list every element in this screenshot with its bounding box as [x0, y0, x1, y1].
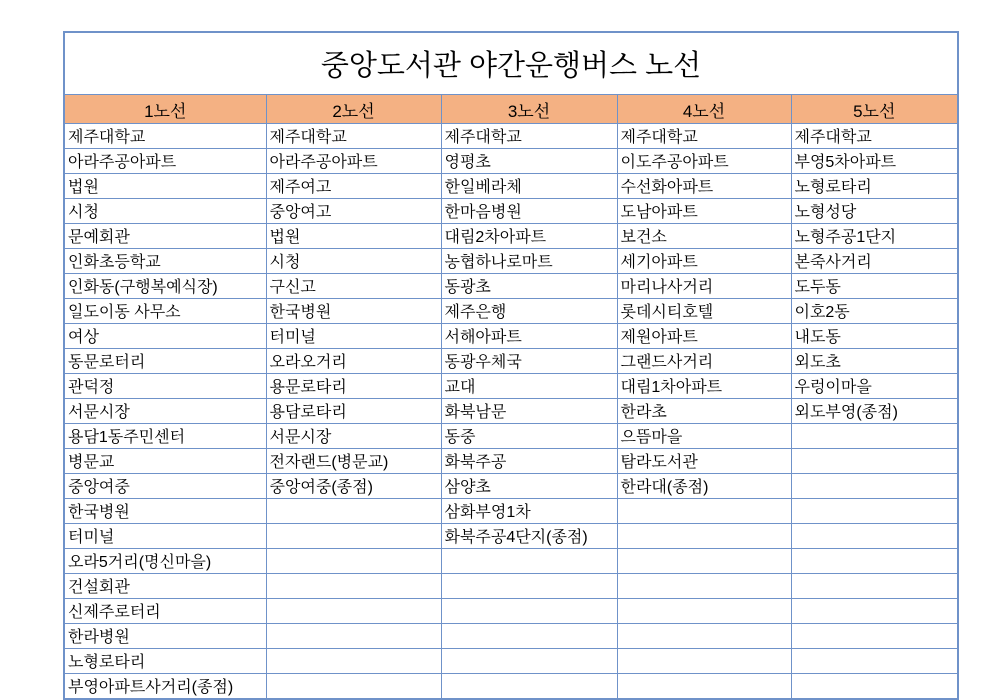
- stop-cell-route4-row22: [617, 649, 791, 674]
- stop-cell-route5-row2: 부영5차아파트: [791, 149, 958, 174]
- stop-cell-route4-row16: [617, 499, 791, 524]
- table-row: [64, 299, 958, 324]
- stop-cell-route2-row8: 한국병원: [266, 299, 441, 324]
- stop-cell-route2-row12: 용담로타리: [266, 399, 441, 424]
- stop-cell-route2-row6: 시청: [266, 249, 441, 274]
- stop-cell-route3-row20: [441, 599, 617, 624]
- stop-cell-route1-row19: 건설회관: [64, 574, 266, 599]
- stop-cell-route1-row23: 부영아파트사거리(종점): [64, 674, 266, 700]
- stop-cell-route3-row14: 화북주공: [441, 449, 617, 474]
- stop-cell-route1-row8: 일도이동 사무소: [64, 299, 266, 324]
- table-row: [64, 524, 958, 549]
- stop-cell-route1-row7: 인화동(구행복예식장): [64, 274, 266, 299]
- stop-cell-route3-row19: [441, 574, 617, 599]
- stop-cell-route2-row9: 터미널: [266, 324, 441, 349]
- stop-cell-route4-row11: 대림1차아파트: [617, 374, 791, 399]
- table-row: [64, 674, 958, 700]
- stop-cell-route2-row13: 서문시장: [266, 424, 441, 449]
- table-row: [64, 174, 958, 199]
- header-route-3: 3노선: [441, 95, 617, 124]
- title-row: [64, 32, 958, 95]
- table-row: [64, 474, 958, 499]
- stop-cell-route2-row15: 중앙여중(종점): [266, 474, 441, 499]
- header-route-2: 2노선: [266, 95, 441, 124]
- stop-cell-route5-row11: 우렁이마을: [791, 374, 958, 399]
- stop-cell-route5-row21: [791, 624, 958, 649]
- stop-cell-route2-row11: 용문로타리: [266, 374, 441, 399]
- stop-cell-route3-row10: 동광우체국: [441, 349, 617, 374]
- stop-cell-route3-row18: [441, 549, 617, 574]
- stop-cell-route5-row3: 노형로타리: [791, 174, 958, 199]
- stop-cell-route3-row6: 농협하나로마트: [441, 249, 617, 274]
- stop-cell-route2-row16: [266, 499, 441, 524]
- stop-cell-route1-row15: 중앙여중: [64, 474, 266, 499]
- stop-cell-route1-row3: 법원: [64, 174, 266, 199]
- stop-cell-route4-row5: 보건소: [617, 224, 791, 249]
- stop-cell-route4-row19: [617, 574, 791, 599]
- stop-cell-route1-row12: 서문시장: [64, 399, 266, 424]
- stop-cell-route5-row10: 외도초: [791, 349, 958, 374]
- stop-cell-route1-row1: 제주대학교: [64, 124, 266, 149]
- stop-cell-route4-row8: 롯데시티호텔: [617, 299, 791, 324]
- stop-cell-route5-row12: 외도부영(종점): [791, 399, 958, 424]
- table-row: [64, 349, 958, 374]
- stop-cell-route4-row18: [617, 549, 791, 574]
- stop-cell-route4-row14: 탐라도서관: [617, 449, 791, 474]
- table-row: [64, 274, 958, 299]
- stop-cell-route1-row11: 관덕정: [64, 374, 266, 399]
- stop-cell-route4-row3: 수선화아파트: [617, 174, 791, 199]
- stop-cell-route3-row9: 서해아파트: [441, 324, 617, 349]
- stop-cell-route3-row23: [441, 674, 617, 700]
- table-row: [64, 599, 958, 624]
- stop-cell-route4-row21: [617, 624, 791, 649]
- stop-cell-route1-row9: 여상: [64, 324, 266, 349]
- stop-cell-route2-row4: 중앙여고: [266, 199, 441, 224]
- stop-cell-route1-row14: 병문교: [64, 449, 266, 474]
- stop-cell-route4-row17: [617, 524, 791, 549]
- stop-cell-route5-row18: [791, 549, 958, 574]
- table-row: [64, 624, 958, 649]
- stop-cell-route2-row2: 아라주공아파트: [266, 149, 441, 174]
- stop-cell-route5-row15: [791, 474, 958, 499]
- stop-cell-route1-row10: 동문로터리: [64, 349, 266, 374]
- stop-cell-route3-row21: [441, 624, 617, 649]
- stop-cell-route3-row16: 삼화부영1차: [441, 499, 617, 524]
- header-route-5: 5노선: [791, 95, 958, 124]
- stop-cell-route1-row20: 신제주로터리: [64, 599, 266, 624]
- stop-cell-route5-row9: 내도동: [791, 324, 958, 349]
- stop-cell-route2-row1: 제주대학교: [266, 124, 441, 149]
- bus-route-table: [63, 31, 959, 700]
- stop-cell-route1-row22: 노형로타리: [64, 649, 266, 674]
- stop-cell-route2-row18: [266, 549, 441, 574]
- stop-cell-route4-row23: [617, 674, 791, 700]
- page-title: 중앙도서관 야간운행버스 노선: [64, 32, 958, 95]
- stop-cell-route2-row22: [266, 649, 441, 674]
- table-row: [64, 399, 958, 424]
- stop-cell-route2-row10: 오라오거리: [266, 349, 441, 374]
- stop-cell-route5-row14: [791, 449, 958, 474]
- header-route-4: 4노선: [617, 95, 791, 124]
- stop-cell-route5-row4: 노형성당: [791, 199, 958, 224]
- stop-cell-route2-row7: 구신고: [266, 274, 441, 299]
- stop-cell-route2-row3: 제주여고: [266, 174, 441, 199]
- stop-cell-route4-row12: 한라초: [617, 399, 791, 424]
- stop-cell-route3-row22: [441, 649, 617, 674]
- stop-cell-route3-row12: 화북남문: [441, 399, 617, 424]
- stop-cell-route3-row2: 영평초: [441, 149, 617, 174]
- header-route-1: 1노선: [64, 95, 266, 124]
- stop-cell-route2-row23: [266, 674, 441, 700]
- stop-cell-route1-row4: 시청: [64, 199, 266, 224]
- table-row: [64, 124, 958, 149]
- table-row: [64, 499, 958, 524]
- stop-cell-route5-row5: 노형주공1단지: [791, 224, 958, 249]
- stop-cell-route5-row7: 도두동: [791, 274, 958, 299]
- stop-cell-route5-row16: [791, 499, 958, 524]
- stop-cell-route5-row17: [791, 524, 958, 549]
- stop-cell-route3-row4: 한마음병원: [441, 199, 617, 224]
- stop-cell-route4-row15: 한라대(종점): [617, 474, 791, 499]
- stop-cell-route2-row20: [266, 599, 441, 624]
- stop-cell-route4-row10: 그랜드사거리: [617, 349, 791, 374]
- stop-cell-route3-row13: 동중: [441, 424, 617, 449]
- header-row: [64, 95, 958, 124]
- stop-cell-route5-row1: 제주대학교: [791, 124, 958, 149]
- stop-cell-route4-row2: 이도주공아파트: [617, 149, 791, 174]
- stop-cell-route1-row18: 오라5거리(명신마을): [64, 549, 266, 574]
- stop-cell-route3-row8: 제주은행: [441, 299, 617, 324]
- stop-cell-route4-row20: [617, 599, 791, 624]
- table-row: [64, 199, 958, 224]
- stop-cell-route5-row20: [791, 599, 958, 624]
- stop-cell-route1-row6: 인화초등학교: [64, 249, 266, 274]
- table-row: [64, 449, 958, 474]
- stop-cell-route4-row4: 도남아파트: [617, 199, 791, 224]
- table-row: [64, 549, 958, 574]
- table-row: [64, 324, 958, 349]
- table-row: [64, 649, 958, 674]
- stop-cell-route3-row1: 제주대학교: [441, 124, 617, 149]
- table-row: [64, 149, 958, 174]
- stop-cell-route5-row23: [791, 674, 958, 700]
- stop-cell-route3-row7: 동광초: [441, 274, 617, 299]
- stop-cell-route5-row13: [791, 424, 958, 449]
- table-row: [64, 424, 958, 449]
- stop-cell-route2-row19: [266, 574, 441, 599]
- stop-cell-route5-row6: 본죽사거리: [791, 249, 958, 274]
- stop-cell-route4-row1: 제주대학교: [617, 124, 791, 149]
- stop-cell-route3-row3: 한일베라체: [441, 174, 617, 199]
- route-rows: [64, 124, 958, 700]
- stop-cell-route4-row6: 세기아파트: [617, 249, 791, 274]
- stop-cell-route2-row17: [266, 524, 441, 549]
- table-row: [64, 374, 958, 399]
- stop-cell-route5-row22: [791, 649, 958, 674]
- stop-cell-route5-row8: 이호2동: [791, 299, 958, 324]
- bus-route-sheet: [63, 31, 959, 700]
- stop-cell-route4-row7: 마리나사거리: [617, 274, 791, 299]
- stop-cell-route2-row14: 전자랜드(병문교): [266, 449, 441, 474]
- stop-cell-route3-row17: 화북주공4단지(종점): [441, 524, 617, 549]
- stop-cell-route2-row21: [266, 624, 441, 649]
- stop-cell-route1-row5: 문예회관: [64, 224, 266, 249]
- stop-cell-route1-row13: 용담1동주민센터: [64, 424, 266, 449]
- stop-cell-route1-row21: 한라병원: [64, 624, 266, 649]
- stop-cell-route3-row15: 삼양초: [441, 474, 617, 499]
- table-row: [64, 574, 958, 599]
- stop-cell-route5-row19: [791, 574, 958, 599]
- stop-cell-route4-row13: 으뜸마을: [617, 424, 791, 449]
- stop-cell-route3-row11: 교대: [441, 374, 617, 399]
- stop-cell-route1-row2: 아라주공아파트: [64, 149, 266, 174]
- stop-cell-route3-row5: 대림2차아파트: [441, 224, 617, 249]
- stop-cell-route1-row17: 터미널: [64, 524, 266, 549]
- stop-cell-route4-row9: 제원아파트: [617, 324, 791, 349]
- stop-cell-route2-row5: 법원: [266, 224, 441, 249]
- stop-cell-route1-row16: 한국병원: [64, 499, 266, 524]
- table-row: [64, 249, 958, 274]
- table-row: [64, 224, 958, 249]
